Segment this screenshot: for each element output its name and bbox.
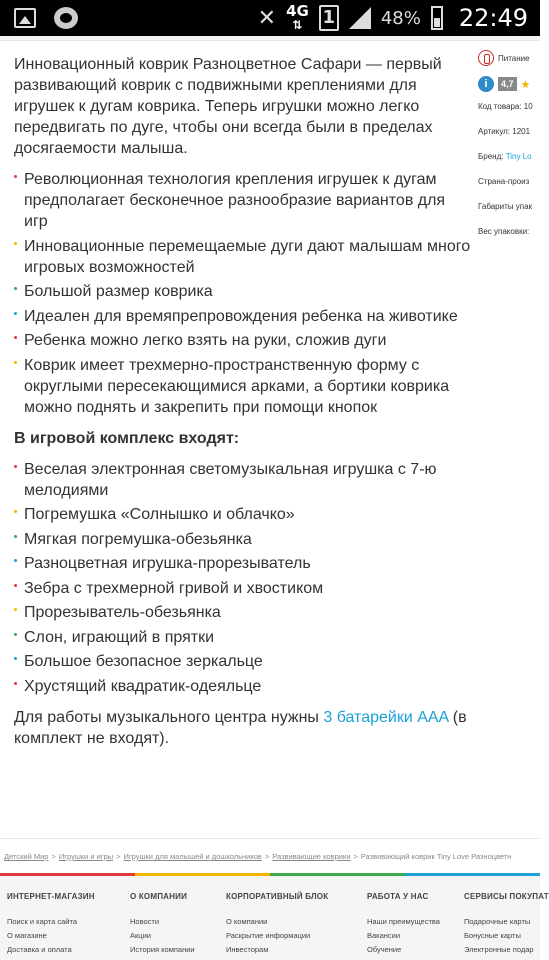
footer-link[interactable]: О компании xyxy=(226,917,268,926)
bullet-dot-icon xyxy=(14,175,17,178)
rating-value: 4,7 xyxy=(498,77,517,91)
product-description xyxy=(14,54,472,749)
bullet-dot-icon xyxy=(14,608,17,611)
bullet-dot-icon xyxy=(14,312,17,315)
battery-percent: 48% xyxy=(380,7,421,29)
bullet-dot-icon xyxy=(14,633,17,636)
footer-link[interactable]: Инвесторам xyxy=(226,945,269,954)
footer-link[interactable]: Подарочные карты xyxy=(464,917,531,926)
breadcrumb-separator: > xyxy=(264,852,270,861)
kit-item: Слон, играющий в прятки xyxy=(14,627,472,648)
battery-icon xyxy=(431,6,443,30)
footer xyxy=(0,876,549,960)
bullet-dot-icon xyxy=(14,287,17,290)
description-intro: Инновационный коврик Разноцветное Сафари — первый развивающий коврик с подвижными креплениями для игрушек к дугам коврика. Теперь игрушки можно легко передвигать по дуге, чтобы они всегда были в пределах досягаемости малыша. xyxy=(14,56,442,157)
footer-column xyxy=(226,892,328,959)
footer-column-title: КОРПОРАТИВНЫЙ БЛОК xyxy=(226,892,329,901)
footer-link[interactable]: Электронные подар xyxy=(464,945,534,954)
breadcrumb-link[interactable]: Детский Мир xyxy=(4,852,49,861)
mute-icon: ✕ xyxy=(257,5,277,31)
lion-app-icon xyxy=(54,7,78,29)
kit-item: Веселая электронная светомузыкальная игрушка с 7-ю мелодиями xyxy=(14,459,472,501)
info-icon[interactable]: i xyxy=(478,76,494,92)
kit-title: В игровой комплекс входят: xyxy=(14,429,240,447)
kit-item: Погремушка «Солнышко и облачко» xyxy=(14,504,472,525)
feature-item: Инновационные перемещаемые дуги дают малышам много игровых возможностей xyxy=(14,236,472,278)
kit-item: Большое безопасное зеркальце xyxy=(14,651,472,672)
network-indicator: 4G ⇅ xyxy=(286,2,309,32)
footer-column xyxy=(367,892,440,959)
footer-link[interactable]: Обучение xyxy=(367,945,402,954)
kit-item: Зебра с трехмерной гривой и хвостиком xyxy=(14,578,472,599)
divider xyxy=(0,838,540,839)
gallery-icon xyxy=(14,8,36,28)
footer-link[interactable]: Поиск и карта сайта xyxy=(7,917,78,926)
product-code: Код товара: 10 xyxy=(478,102,533,111)
footer-column-title: О КОМПАНИИ xyxy=(130,892,188,901)
bullet-dot-icon xyxy=(14,535,17,538)
star-icon: ★ xyxy=(520,78,531,91)
signal-icon xyxy=(349,7,371,29)
power-row: Питание xyxy=(478,50,540,66)
bullet-dot-icon xyxy=(14,465,17,468)
brand-link[interactable]: Tiny Lo xyxy=(505,152,532,161)
features-list xyxy=(14,169,472,418)
kit-list xyxy=(14,459,472,697)
kit-item: Мягкая погремушка-обезьянка xyxy=(14,529,472,550)
kit-item: Разноцветная игрушка-прорезыватель xyxy=(14,553,472,574)
rating-row[interactable] xyxy=(478,76,540,92)
product-country: Страна-произ xyxy=(478,177,530,186)
feature-item: Коврик имеет трехмерно-пространственную форму с округлыми пересекающимися арками, а бортики коврика можно поднять и закрепить при помощи кнопок xyxy=(14,355,472,418)
batteries-link[interactable]: 3 батарейки AAA xyxy=(323,708,449,726)
battery-note: Для работы музыкального центра нужны 3 батарейки AAA (в комплект не входят). xyxy=(14,708,467,747)
footer-column xyxy=(7,892,95,959)
product-brand: Бренд: Tiny Lo xyxy=(478,152,532,161)
product-weight: Вес упаковки: xyxy=(478,227,530,236)
footer-column xyxy=(130,892,195,959)
footer-link[interactable]: Акции xyxy=(130,931,151,940)
page-top-strip xyxy=(0,36,540,41)
footer-link[interactable]: Вакансии xyxy=(367,931,401,940)
bullet-dot-icon xyxy=(14,361,17,364)
feature-item: Революционная технология крепления игрушек к дугам предполагает бесконечное разнообразие вариантов для игр xyxy=(14,169,472,232)
breadcrumb-separator: > xyxy=(353,852,358,861)
bullet-dot-icon xyxy=(14,657,17,660)
footer-column-title: ИНТЕРНЕТ-МАГАЗИН xyxy=(7,892,95,901)
footer-link[interactable]: Наши преимущества xyxy=(367,917,440,926)
footer-column xyxy=(464,892,549,959)
bullet-dot-icon xyxy=(14,242,17,245)
footer-link[interactable]: Бонусные карты xyxy=(464,931,521,940)
breadcrumb-link[interactable]: Игрушки для малышей и дошкольников xyxy=(123,852,262,861)
bullet-dot-icon xyxy=(14,559,17,562)
footer-column-title: РАБОТА У НАС xyxy=(367,892,429,901)
product-article: Артикул: 1201 xyxy=(478,127,531,136)
breadcrumb-separator: > xyxy=(116,852,121,861)
breadcrumb xyxy=(4,852,544,861)
kit-item: Хрустящий квадратик-одеяльце xyxy=(14,676,472,697)
bullet-dot-icon xyxy=(14,336,17,339)
breadcrumb-current: Развивающий коврик Tiny Love Разноцветн xyxy=(360,852,512,861)
battery-power-icon xyxy=(478,50,494,66)
product-side-panel xyxy=(478,50,540,252)
feature-item: Большой размер коврика xyxy=(14,281,472,302)
feature-item: Ребенка можно легко взять на руки, сложив дуги xyxy=(14,330,472,351)
clock: 22:49 xyxy=(458,4,528,32)
breadcrumb-separator: > xyxy=(51,852,56,861)
feature-item: Идеален для времяпрепровождения ребенка на животике xyxy=(14,306,472,327)
product-size: Габариты упак xyxy=(478,202,533,211)
footer-link[interactable]: Доставка и оплата xyxy=(7,945,72,954)
kit-item: Прорезыватель-обезьянка xyxy=(14,602,472,623)
bullet-dot-icon xyxy=(14,682,17,685)
bullet-dot-icon xyxy=(14,510,17,513)
footer-column-title: СЕРВИСЫ ПОКУПАТ xyxy=(464,892,549,901)
breadcrumb-link[interactable]: Игрушки и игры xyxy=(58,852,114,861)
footer-link[interactable]: Раскрытие информации xyxy=(226,931,311,940)
footer-link[interactable]: Новости xyxy=(130,917,160,926)
footer-link[interactable]: О магазине xyxy=(7,931,47,940)
sim-indicator: 1 xyxy=(319,5,339,31)
breadcrumb-link[interactable]: Развивающие коврики xyxy=(272,852,351,861)
footer-link[interactable]: История компании xyxy=(130,945,195,954)
status-bar xyxy=(0,0,540,36)
bullet-dot-icon xyxy=(14,584,17,587)
